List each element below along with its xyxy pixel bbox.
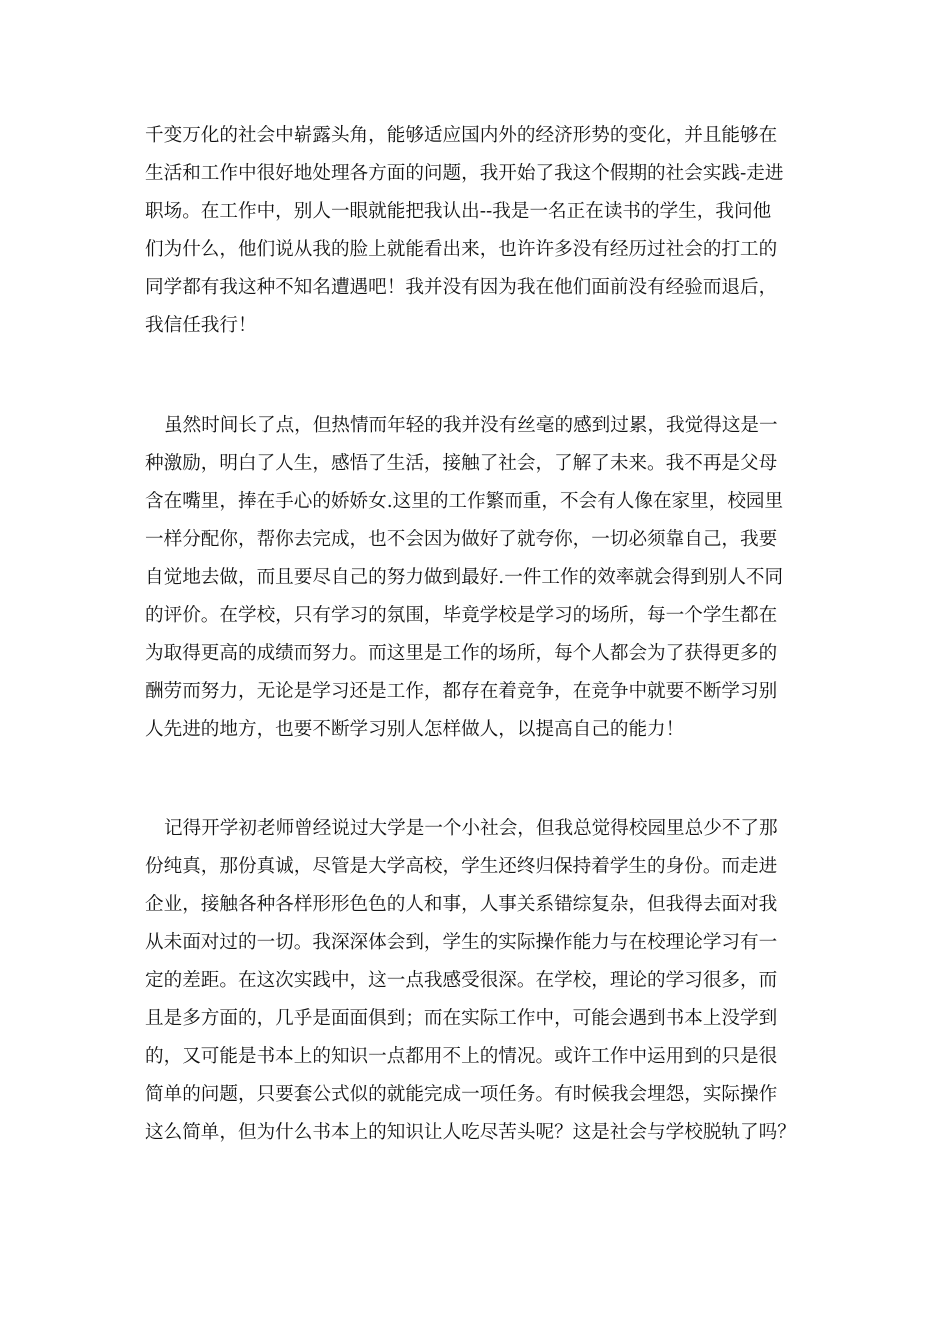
paragraph-line: 简单的问题，只要套公式似的就能完成一项任务。有时候我会埋怨，实际操作 <box>145 1084 778 1105</box>
paragraph-1 <box>145 117 815 345</box>
paragraph-line: 含在嘴里，捧在手心的娇娇女.这里的工作繁而重，不会有人像在家里，校园里 <box>145 491 784 512</box>
paragraph-line: 虽然时间长了点，但热情而年轻的我并没有丝毫的感到过累，我觉得这是一 <box>164 415 778 436</box>
paragraph-line: 企业，接触各种各样形形色色的人和事，人事关系错综复杂，但我得去面对我 <box>145 894 778 915</box>
paragraph-line: 生活和工作中很好地处理各方面的问题，我开始了我这个假期的社会实践-走进 <box>145 163 784 184</box>
paragraph-line: 酬劳而努力，无论是学习还是工作，都存在着竞争，在竞争中就要不断学习别 <box>145 681 778 702</box>
paragraph-line: 职场。在工作中，别人一眼就能把我认出--我是一名正在读书的学生，我问他 <box>145 201 772 222</box>
paragraph-line: 的，又可能是书本上的知识一点都用不上的情况。或许工作中运用到的只是很 <box>145 1046 778 1067</box>
paragraph-line: 为取得更高的成绩而努力。而这里是工作的场所，每个人都会为了获得更多的 <box>145 643 778 664</box>
paragraph-line: 且是多方面的，几乎是面面俱到；而在实际工作中，可能会遇到书本上没学到 <box>145 1008 778 1029</box>
paragraph-line: 记得开学初老师曾经说过大学是一个小社会，但我总觉得校园里总少不了那 <box>164 818 778 839</box>
paragraph-line: 们为什么，他们说从我的脸上就能看出来，也许许多没有经历过社会的打工的 <box>145 239 778 260</box>
paragraph-3 <box>145 810 815 1152</box>
paragraph-line: 一样分配你，帮你去完成，也不会因为做好了就夸你，一切必须靠自己，我要 <box>145 529 778 550</box>
paragraph-line: 这么简单，但为什么书本上的知识让人吃尽苦头呢？这是社会与学校脱轨了吗？ <box>145 1122 796 1143</box>
paragraph-line: 千变万化的社会中崭露头角，能够适应国内外的经济形势的变化，并且能够在 <box>145 125 778 146</box>
paragraph-line: 同学都有我这种不知名遭遇吧！我并没有因为我在他们面前没有经验而退后， <box>145 277 778 298</box>
paragraph-line: 种激励，明白了人生，感悟了生活，接触了社会，了解了未来。我不再是父母 <box>145 453 778 474</box>
paragraph-line: 我信任我行！ <box>145 315 257 336</box>
paragraph-line: 的评价。在学校，只有学习的氛围，毕竟学校是学习的场所，每一个学生都在 <box>145 605 778 626</box>
paragraph-line: 定的差距。在这次实践中，这一点我感受很深。在学校，理论的学习很多，而 <box>145 970 778 991</box>
paragraph-line: 从未面对过的一切。我深深体会到，学生的实际操作能力与在校理论学习有一 <box>145 932 778 953</box>
paragraph-line: 自觉地去做，而且要尽自己的努力做到最好.一件工作的效率就会得到别人不同 <box>145 567 784 588</box>
paragraph-line: 份纯真，那份真诚，尽管是大学高校，学生还终归保持着学生的身份。而走进 <box>145 856 778 877</box>
paragraph-line: 人先进的地方，也要不断学习别人怎样做人，以提高自己的能力！ <box>145 719 685 740</box>
paragraph-2 <box>145 407 815 749</box>
